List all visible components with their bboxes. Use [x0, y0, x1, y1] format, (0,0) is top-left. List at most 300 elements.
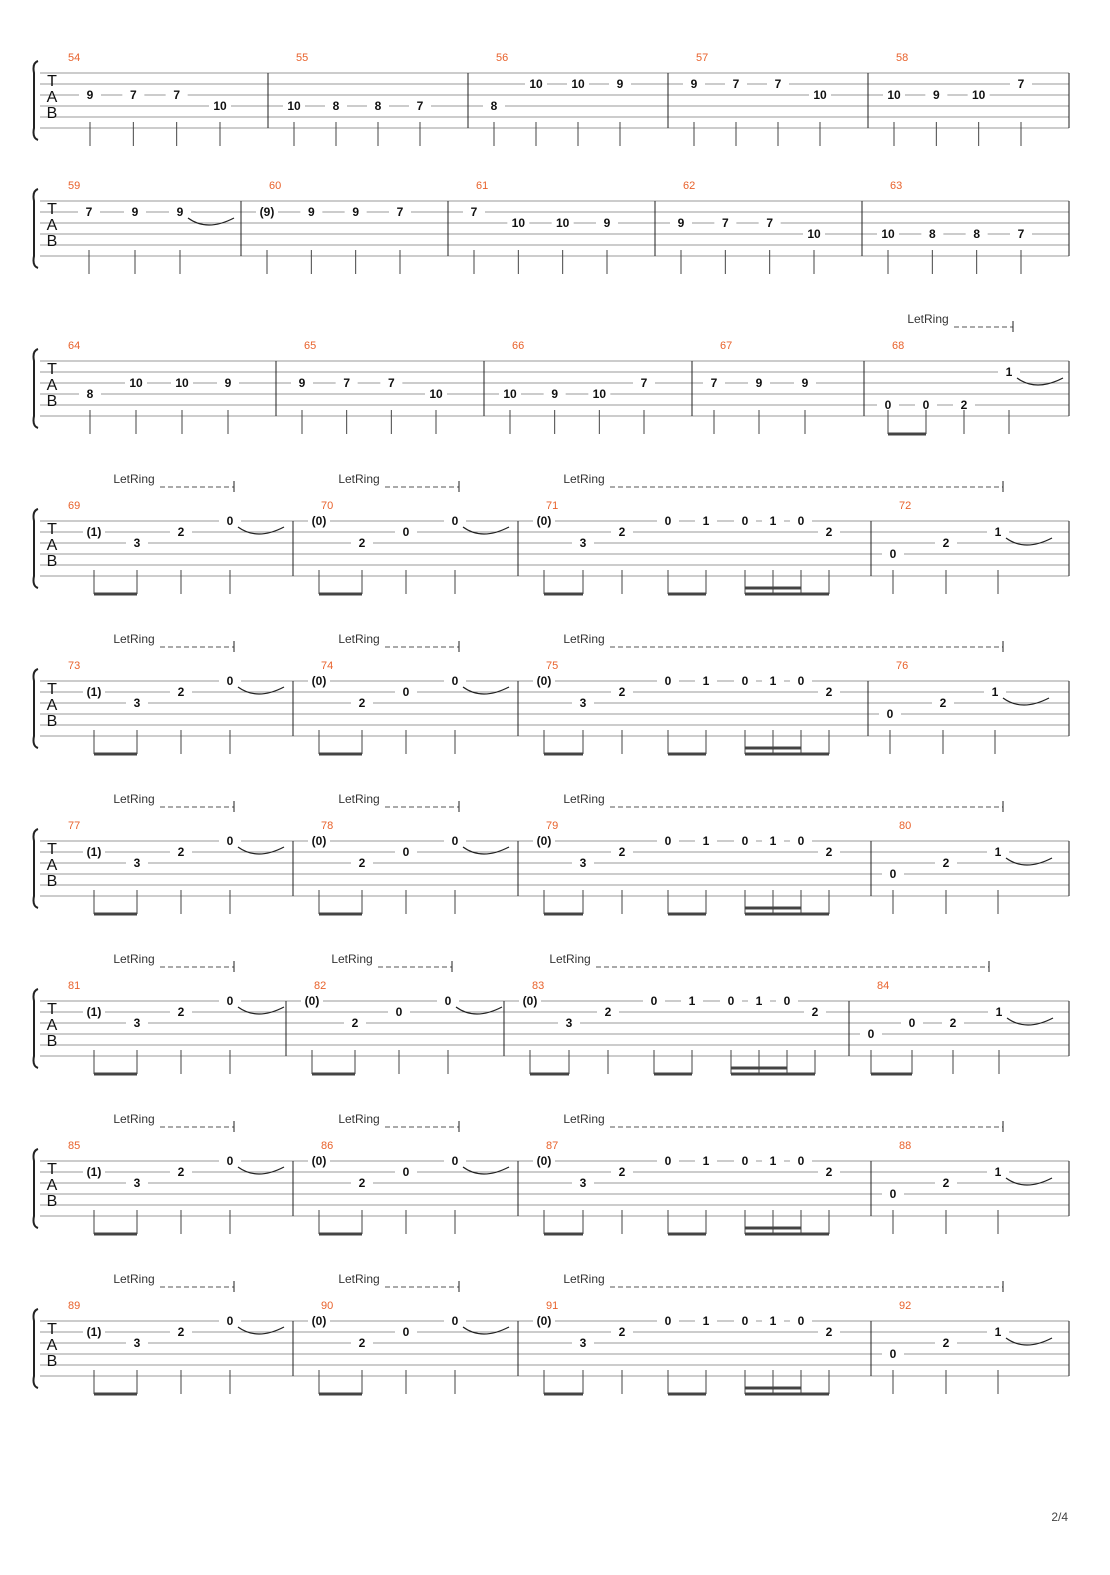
- measure-number: 78: [321, 820, 334, 832]
- fret-number: 7: [343, 376, 351, 390]
- measure-number: 76: [896, 660, 909, 672]
- measure: [882, 500, 1052, 594]
- fret-number: 7: [766, 216, 774, 230]
- measure: [883, 52, 1032, 146]
- clef-letter: B: [46, 105, 58, 122]
- fret-number: 10: [813, 88, 827, 102]
- measure-number: 92: [899, 1300, 912, 1312]
- clef-letter: A: [46, 1017, 58, 1034]
- fret-number: (0): [304, 994, 320, 1008]
- fret-number: (0): [536, 834, 552, 848]
- fret-number: 0: [797, 514, 805, 528]
- fret-number: 10: [213, 99, 227, 113]
- fret-number: 0: [650, 994, 658, 1008]
- fret-number: 3: [133, 1176, 141, 1190]
- fret-number: 2: [949, 1016, 957, 1030]
- tab-system: [34, 1272, 1070, 1394]
- fret-number: 7: [396, 205, 404, 219]
- tie-arc: [238, 847, 284, 854]
- fret-number: 9: [801, 376, 809, 390]
- page-number: 2/4: [1051, 1510, 1068, 1524]
- fret-number: 0: [402, 1325, 410, 1339]
- measure: [882, 1300, 1052, 1394]
- fret-number: 10: [511, 216, 526, 230]
- measure-number: 64: [68, 340, 81, 352]
- fret-number: 1: [702, 1314, 710, 1328]
- tab-system: [34, 632, 1070, 754]
- measure-number: 62: [683, 180, 696, 192]
- fret-number: 0: [886, 707, 894, 721]
- fret-number: 1: [994, 525, 1002, 539]
- fret-number: 1: [702, 1154, 710, 1168]
- fret-number: 2: [604, 1005, 612, 1019]
- fret-number: 10: [881, 227, 895, 241]
- clef-letter: A: [46, 217, 58, 234]
- measure-number: 74: [321, 660, 334, 672]
- let-ring-label: LetRing: [907, 312, 949, 326]
- fret-number: 0: [402, 685, 410, 699]
- measure: [882, 820, 1052, 914]
- fret-number: 10: [887, 88, 901, 102]
- fret-number: 2: [942, 536, 950, 550]
- fret-number: 2: [618, 1165, 626, 1179]
- tie-arc: [456, 1007, 502, 1014]
- fret-number: 2: [177, 685, 185, 699]
- fret-number: 2: [811, 1005, 819, 1019]
- fret-number: 2: [358, 856, 366, 870]
- fret-number: 7: [470, 205, 478, 219]
- let-ring-label: LetRing: [338, 792, 380, 806]
- fret-number: 9: [224, 376, 232, 390]
- let-ring-label: LetRing: [563, 632, 605, 646]
- fret-number: 9: [176, 205, 184, 219]
- fret-number: (0): [536, 514, 552, 528]
- system-bracket: [34, 829, 39, 908]
- fret-number: 0: [797, 834, 805, 848]
- fret-number: 2: [825, 1165, 833, 1179]
- fret-number: 0: [402, 525, 410, 539]
- clef-letter: T: [47, 1001, 57, 1018]
- measure-number: 68: [892, 340, 905, 352]
- fret-number: 7: [640, 376, 648, 390]
- clef-letter: T: [47, 1161, 57, 1178]
- fret-number: 7: [387, 376, 395, 390]
- fret-number: 7: [416, 99, 424, 113]
- let-ring-label: LetRing: [563, 1112, 605, 1126]
- fret-number: 10: [807, 227, 821, 241]
- fret-number: (0): [522, 994, 538, 1008]
- clef-letter: A: [46, 1337, 58, 1354]
- let-ring-label: LetRing: [563, 1272, 605, 1286]
- tie-arc: [463, 1167, 509, 1174]
- system-bracket: [34, 1309, 39, 1388]
- fret-number: 3: [579, 856, 587, 870]
- fret-number: (1): [86, 525, 102, 539]
- fret-number: (1): [86, 1005, 102, 1019]
- clef-letter: B: [46, 1353, 58, 1370]
- fret-number: 9: [755, 376, 763, 390]
- measure-number: 61: [476, 180, 489, 192]
- fret-number: 2: [358, 1176, 366, 1190]
- fret-number: 3: [579, 536, 587, 550]
- measure: [683, 52, 831, 146]
- fret-number: 2: [618, 845, 626, 859]
- measure-number: 82: [314, 980, 327, 992]
- fret-number: 1: [769, 514, 777, 528]
- measure-number: 59: [68, 180, 81, 192]
- clef-letter: B: [46, 873, 58, 890]
- tie-arc: [1006, 1178, 1052, 1185]
- fret-number: 1: [702, 514, 710, 528]
- measure-number: 57: [696, 52, 709, 64]
- system-bracket: [34, 61, 39, 140]
- tie-arc: [463, 527, 509, 534]
- tie-arc: [238, 1327, 284, 1334]
- fret-number: 0: [226, 994, 234, 1008]
- tie-arc: [1017, 378, 1063, 385]
- fret-number: 1: [702, 834, 710, 848]
- clef-letter: T: [47, 681, 57, 698]
- fret-number: 0: [741, 514, 749, 528]
- tie-arc: [238, 1167, 284, 1174]
- system-bracket: [34, 349, 39, 428]
- fret-number: 0: [226, 1314, 234, 1328]
- tie-arc: [1006, 858, 1052, 865]
- fret-number: 2: [825, 845, 833, 859]
- fret-number: 2: [358, 1336, 366, 1350]
- fret-number: 9: [86, 88, 94, 102]
- let-ring-label: LetRing: [338, 1272, 380, 1286]
- fret-number: 0: [664, 514, 672, 528]
- system-bracket: [34, 989, 39, 1068]
- fret-number: 9: [131, 205, 139, 219]
- fret-number: 2: [618, 525, 626, 539]
- fret-number: 9: [551, 387, 559, 401]
- fret-number: 1: [991, 685, 999, 699]
- clef-letter: B: [46, 393, 58, 410]
- fret-number: 0: [451, 514, 459, 528]
- fret-number: 0: [226, 514, 234, 528]
- fret-number: 9: [352, 205, 360, 219]
- let-ring-label: LetRing: [113, 792, 155, 806]
- measure: [877, 180, 1032, 274]
- fret-number: (0): [311, 514, 327, 528]
- fret-number: (1): [86, 845, 102, 859]
- measure-number: 70: [321, 500, 334, 512]
- measure: [670, 180, 825, 274]
- tab-system: [34, 52, 1070, 146]
- fret-number: (0): [536, 674, 552, 688]
- fret-number: 0: [664, 1154, 672, 1168]
- measure-number: 77: [68, 820, 81, 832]
- fret-number: 1: [1005, 365, 1013, 379]
- fret-number: 7: [129, 88, 137, 102]
- fret-number: 1: [995, 1005, 1003, 1019]
- measure-number: 90: [321, 1300, 334, 1312]
- fret-number: 1: [769, 834, 777, 848]
- fret-number: 1: [688, 994, 696, 1008]
- fret-number: 8: [374, 99, 382, 113]
- fret-number: 9: [603, 216, 611, 230]
- fret-number: (1): [86, 685, 102, 699]
- let-ring-label: LetRing: [113, 1112, 155, 1126]
- fret-number: 2: [177, 1005, 185, 1019]
- fret-number: 0: [226, 1154, 234, 1168]
- system-bracket: [34, 509, 39, 588]
- fret-number: 0: [727, 994, 735, 1008]
- measure-number: 81: [68, 980, 81, 992]
- measure-number: 72: [899, 500, 912, 512]
- measure-number: 69: [68, 500, 81, 512]
- fret-number: 10: [287, 99, 301, 113]
- let-ring-label: LetRing: [338, 472, 380, 486]
- measure-number: 79: [546, 820, 559, 832]
- fret-number: 10: [571, 77, 585, 91]
- fret-number: (0): [311, 1154, 327, 1168]
- measure-number: 73: [68, 660, 81, 672]
- fret-number: 1: [702, 674, 710, 688]
- clef-letter: T: [47, 841, 57, 858]
- fret-number: 7: [85, 205, 93, 219]
- fret-number: 7: [774, 77, 782, 91]
- fret-number: 2: [825, 525, 833, 539]
- fret-number: 0: [741, 1314, 749, 1328]
- clef-letter: B: [46, 1193, 58, 1210]
- measure-number: 54: [68, 52, 81, 64]
- system-bracket: [34, 189, 39, 268]
- fret-number: 3: [565, 1016, 573, 1030]
- fret-number: 0: [451, 1154, 459, 1168]
- let-ring-label: LetRing: [113, 1272, 155, 1286]
- let-ring-label: LetRing: [113, 632, 155, 646]
- fret-number: 0: [444, 994, 452, 1008]
- fret-number: 0: [922, 398, 930, 412]
- fret-number: 0: [741, 1154, 749, 1168]
- measure-number: 60: [269, 180, 282, 192]
- fret-number: 2: [618, 685, 626, 699]
- fret-number: 1: [769, 1154, 777, 1168]
- fret-number: 1: [994, 845, 1002, 859]
- fret-number: 1: [769, 674, 777, 688]
- measure: [256, 180, 411, 274]
- measure: [860, 980, 1053, 1074]
- clef-letter: A: [46, 1177, 58, 1194]
- fret-number: (0): [311, 674, 327, 688]
- tie-arc: [1006, 538, 1052, 545]
- fret-number: 7: [710, 376, 718, 390]
- fret-number: 0: [797, 1154, 805, 1168]
- clef-letter: B: [46, 1033, 58, 1050]
- let-ring-label: LetRing: [113, 952, 155, 966]
- tie-arc: [238, 1007, 284, 1014]
- fret-number: 8: [86, 387, 94, 401]
- tie-arc: [238, 687, 284, 694]
- fret-number: 2: [942, 1176, 950, 1190]
- fret-number: 8: [973, 227, 981, 241]
- measure-number: 84: [877, 980, 890, 992]
- fret-number: 0: [889, 1347, 897, 1361]
- clef-letter: T: [47, 361, 57, 378]
- measure: [283, 52, 431, 146]
- system-bracket: [34, 669, 39, 748]
- measure-number: 86: [321, 1140, 334, 1152]
- fret-number: 0: [889, 867, 897, 881]
- measure: [879, 660, 1049, 754]
- clef-letter: T: [47, 73, 57, 90]
- clef-letter: A: [46, 857, 58, 874]
- tie-arc: [1007, 1018, 1053, 1025]
- measure: [68, 52, 231, 146]
- clef-letter: T: [47, 201, 57, 218]
- fret-number: 0: [889, 1187, 897, 1201]
- let-ring-label: LetRing: [331, 952, 373, 966]
- fret-number: 1: [755, 994, 763, 1008]
- tie-arc: [463, 847, 509, 854]
- fret-number: 0: [402, 845, 410, 859]
- fret-number: 2: [177, 525, 185, 539]
- fret-number: 2: [825, 685, 833, 699]
- fret-number: 0: [884, 398, 892, 412]
- fret-number: 2: [177, 845, 185, 859]
- measure-number: 89: [68, 1300, 81, 1312]
- fret-number: 3: [133, 1336, 141, 1350]
- let-ring-label: LetRing: [549, 952, 591, 966]
- fret-number: 0: [395, 1005, 403, 1019]
- fret-number: 2: [960, 398, 968, 412]
- fret-number: 9: [690, 77, 698, 91]
- fret-number: 2: [177, 1165, 185, 1179]
- fret-number: 10: [129, 376, 143, 390]
- fret-number: 9: [677, 216, 685, 230]
- fret-number: 10: [555, 216, 570, 230]
- measure-number: 85: [68, 1140, 81, 1152]
- clef-letter: B: [46, 713, 58, 730]
- tie-arc: [463, 687, 509, 694]
- tab-system: [34, 792, 1070, 914]
- fret-number: 7: [1017, 77, 1025, 91]
- measure-number: 88: [899, 1140, 912, 1152]
- fret-number: 0: [741, 674, 749, 688]
- tie-arc: [1003, 698, 1049, 705]
- clef-letter: T: [47, 521, 57, 538]
- measure: [499, 340, 655, 434]
- fret-number: 3: [133, 1016, 141, 1030]
- measure-number: 91: [546, 1300, 559, 1312]
- fret-number: 0: [783, 994, 791, 1008]
- fret-number: 7: [1017, 227, 1025, 241]
- fret-number: 10: [592, 387, 607, 401]
- fret-number: 3: [133, 536, 141, 550]
- fret-number: 7: [721, 216, 729, 230]
- fret-number: 0: [797, 674, 805, 688]
- fret-number: 10: [971, 88, 986, 102]
- fret-number: 2: [177, 1325, 185, 1339]
- fret-number: 9: [307, 205, 315, 219]
- fret-number: 7: [173, 88, 181, 102]
- fret-number: (0): [311, 834, 327, 848]
- fret-number: (1): [86, 1165, 102, 1179]
- fret-number: 2: [358, 696, 366, 710]
- fret-number: 8: [928, 227, 936, 241]
- clef-letter: A: [46, 377, 58, 394]
- tab-system: [34, 952, 1070, 1074]
- measure-number: 63: [890, 180, 903, 192]
- tab-system: [34, 180, 1070, 274]
- tab-system: [34, 1112, 1070, 1234]
- fret-number: 8: [332, 99, 340, 113]
- fret-number: 0: [226, 674, 234, 688]
- fret-number: 9: [298, 376, 306, 390]
- clef-letter: T: [47, 1321, 57, 1338]
- fret-number: 3: [579, 1176, 587, 1190]
- measure-number: 83: [532, 980, 545, 992]
- measure: [483, 52, 631, 146]
- let-ring-label: LetRing: [338, 632, 380, 646]
- measure-number: 80: [899, 820, 912, 832]
- clef-letter: A: [46, 537, 58, 554]
- fret-number: (0): [536, 1314, 552, 1328]
- measure: [882, 1140, 1052, 1234]
- fret-number: 1: [994, 1165, 1002, 1179]
- measure-number: 56: [496, 52, 509, 64]
- measure-number: 75: [546, 660, 559, 672]
- measure: [703, 340, 816, 434]
- fret-number: 0: [664, 674, 672, 688]
- fret-number: 3: [133, 856, 141, 870]
- fret-number: 3: [579, 1336, 587, 1350]
- fret-number: 2: [942, 856, 950, 870]
- fret-number: 0: [867, 1027, 875, 1041]
- fret-number: 9: [932, 88, 940, 102]
- clef-letter: B: [46, 553, 58, 570]
- clef-letter: A: [46, 697, 58, 714]
- tab-system: [34, 312, 1070, 434]
- fret-number: 1: [994, 1325, 1002, 1339]
- fret-number: 7: [732, 77, 740, 91]
- fret-number: 2: [825, 1325, 833, 1339]
- fret-number: 2: [358, 536, 366, 550]
- measure-number: 66: [512, 340, 525, 352]
- fret-number: 2: [618, 1325, 626, 1339]
- fret-number: 0: [664, 1314, 672, 1328]
- fret-number: 8: [490, 99, 498, 113]
- tie-arc: [188, 218, 234, 225]
- fret-number: 10: [529, 77, 543, 91]
- measure: [68, 180, 234, 274]
- fret-number: 0: [741, 834, 749, 848]
- fret-number: 3: [579, 696, 587, 710]
- fret-number: 0: [908, 1016, 916, 1030]
- measure-number: 87: [546, 1140, 559, 1152]
- measure: [463, 180, 618, 274]
- fret-number: (1): [86, 1325, 102, 1339]
- fret-number: 2: [939, 696, 947, 710]
- fret-number: 0: [664, 834, 672, 848]
- let-ring-label: LetRing: [113, 472, 155, 486]
- measure-number: 71: [546, 500, 559, 512]
- tie-arc: [463, 1327, 509, 1334]
- let-ring-label: LetRing: [563, 472, 605, 486]
- tie-arc: [238, 527, 284, 534]
- measure-number: 65: [304, 340, 317, 352]
- fret-number: (9): [259, 205, 275, 219]
- fret-number: (0): [536, 1154, 552, 1168]
- fret-number: 0: [226, 834, 234, 848]
- fret-number: 0: [451, 674, 459, 688]
- measure-number: 58: [896, 52, 909, 64]
- fret-number: 3: [133, 696, 141, 710]
- fret-number: 2: [942, 1336, 950, 1350]
